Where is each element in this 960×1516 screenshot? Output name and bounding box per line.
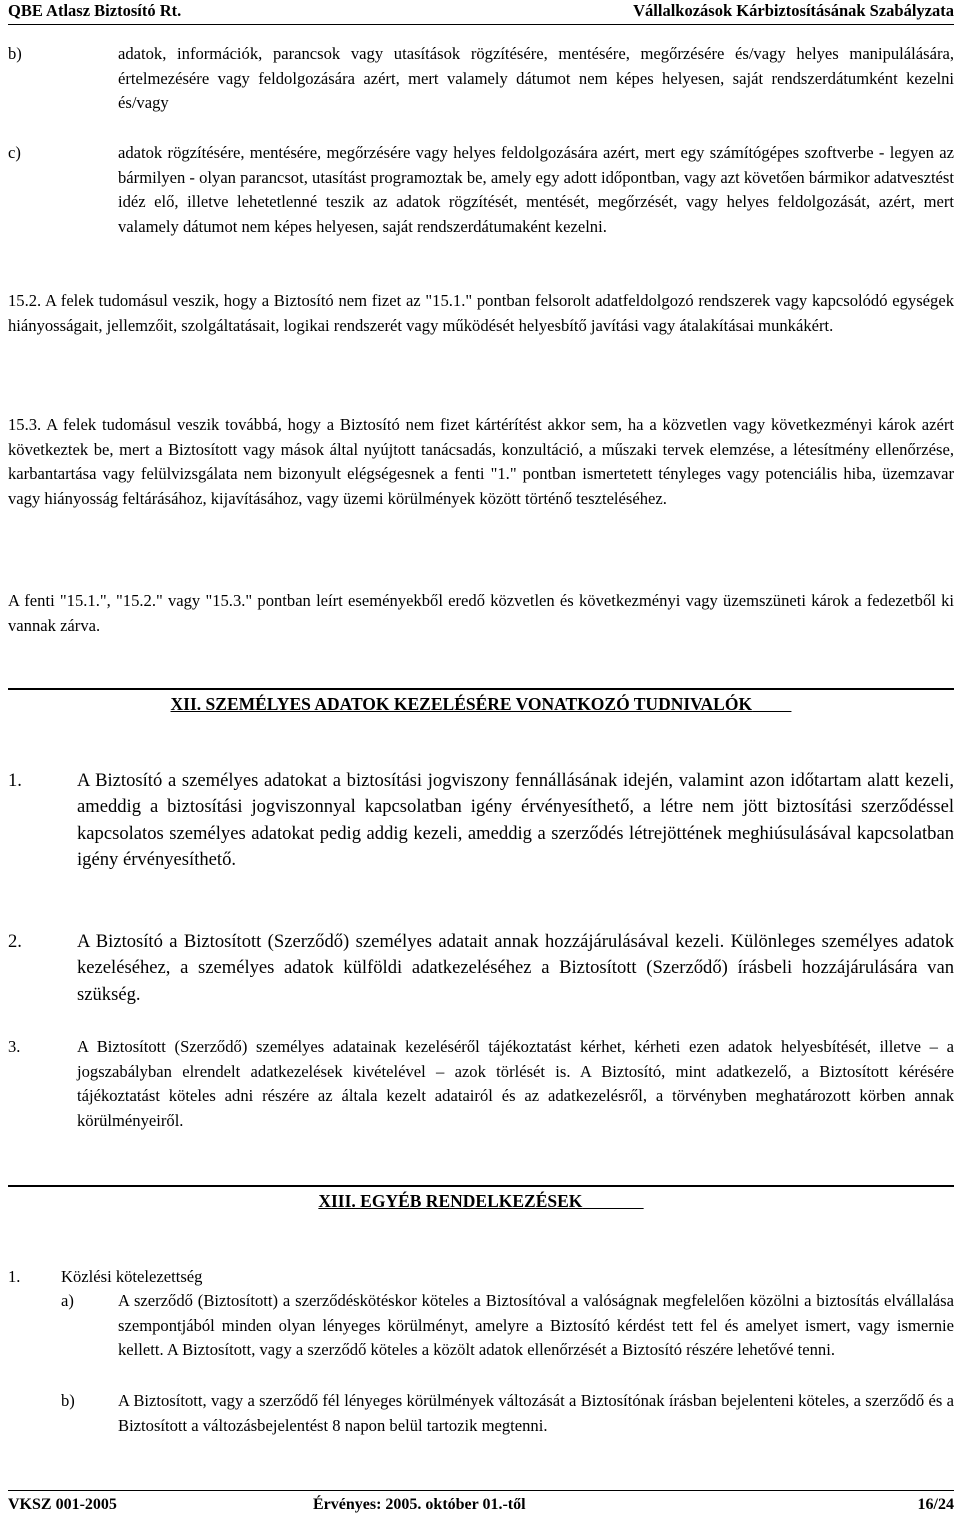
section-xiii-title-underline <box>582 1191 643 1211</box>
xiii-sub-a-text: A szerződő (Biztosított) a szerződéskötéskor köteles a Biztosítóval a valóságnak megfelelően közölni a biztosítás elvállalása szempontjából minden olyan lényeges körülményt, amelyre a Biztosító kérdést tett fel és amelyet ismert, vagy ismernie kellett. A Biztosított, vagy a szerződő köteles a közölt adatok ellenőrzését a Biztosító részére lehetővé tenni. <box>118 1291 954 1360</box>
xiii-item-1-title: Közlési kötelezettség <box>61 1267 203 1286</box>
paragraph-15-3: 15.3. A felek tudomásul veszik továbbá, hogy a Biztosító nem fizet kártérítést akkor sem, ha a közvetlen vagy következményi károk azért következtek be, mert a Biztosított vagy mások által nyújtott tanácsadás, konzultáció, a műszaki tervek elemzése, a létesítmény ellenőrzése, karbantartása vagy felülvizsgálata nem bizonyult elégségesnek a fenti "1." pontban ismertetett tényleges vagy potenciális hiba, üzemzavar vagy hiányosság feltárásához, kijavításához, vagy üzemi körülmények között történő teszteléséhez. <box>8 415 954 508</box>
xii-item-3-number: 3. <box>8 1037 21 1056</box>
item-b-text: adatok, információk, parancsok vagy utasítások rögzítésére, mentésére, megőrzésére és/vagy helyes manipulálására, értelmezésére vagy feldolgozására azért, mert valamely dátumot nem képes helyesen, saját rendszerdátumként kezelni és/vagy <box>118 44 954 113</box>
section-xiii-title <box>8 1189 954 1213</box>
section-xii-title-underline <box>752 694 791 714</box>
xii-item-1-text: A Biztosító a személyes adatokat a biztosítási jogviszony fennállásának idején, valamint azon időtartam alatt kezeli, ameddig a biztosítási jogviszonnyal kapcsolatban igény érvényesíthető, a létre nem jött biztosítási szerződéssel kapcsolatos személyes adatokat pedig addig kezeli, ameddig a szerződés létrejöttének meghiúsulásával kapcsolatban igény érvényesíthető. <box>77 770 954 871</box>
paragraph-15-2: 15.2. A felek tudomásul veszik, hogy a Biztosító nem fizet az "15.1." pontban felsorolt adatfeldolgozó rendszerek vagy kapcsolódó egységek hiányosságait, jellemzőit, szolgáltatásait, logikai rendszerét vagy működését helyesbítő javítási vagy átalakításai munkákért. <box>8 291 954 335</box>
xii-item-2-text: A Biztosító a Biztosított (Szerződő) személyes adatait annak hozzájárulásával kezeli. Különleges személyes adatok kezeléséhez, a személyes adatok külföldi adatkezeléséhez a Biztosított (Szerződő) írásbeli hozzájárulására van szükség. <box>77 931 954 1005</box>
header-rule <box>8 24 954 25</box>
xiii-sub-b-text: A Biztosított, vagy a szerződő fél lényeges körülmények változását a Biztosítónak írásban bejelenteni köteles, a szerződő és a Biztosított a változásbejelentést 8 napon belül tartozik megtenni. <box>118 1391 954 1435</box>
item-c-text: adatok rögzítésére, mentésére, megőrzésére vagy helyes feldolgozására azért, mert egy számítógépes szoftverbe - legyen az bármilyen - olyan parancsot, utasítást programoztak be, amely egy adott időpontban, vagy azt követően bármikor adatvesztést idéz elő, illetve lehetetlenné teszik az adatok rögzítését, mentését, megőrzését, vagy helyes feldolgozását, azért, mert valamely dátumot nem képes helyesen, saját rendszerdátumaként kezelni. <box>118 143 954 236</box>
section-xiii-rule <box>8 1185 954 1187</box>
footer-page-number: 16/24 <box>917 1496 954 1513</box>
section-xii-rule <box>8 688 954 690</box>
section-xii-title-text: XII. SZEMÉLYES ADATOK KEZELÉSÉRE VONATKOZÓ TUDNIVALÓK <box>170 694 753 714</box>
xiii-sub-a-label: a) <box>61 1291 74 1310</box>
section-xiii-title-text: XIII. EGYÉB RENDELKEZÉSEK <box>318 1191 583 1211</box>
item-b-label: b) <box>8 44 22 63</box>
footer-validity-date: Érvényes: 2005. október 01.-től <box>313 1496 526 1513</box>
section-xii-title <box>8 692 954 716</box>
footer-rule <box>8 1490 954 1491</box>
xii-item-2-number: 2. <box>8 931 22 952</box>
page-header <box>8 0 954 25</box>
xii-item-1-number: 1. <box>8 770 22 791</box>
xiii-item-1-number: 1. <box>8 1267 21 1286</box>
item-c-label: c) <box>8 143 21 162</box>
document-page <box>8 0 954 1516</box>
xii-item-3-text: A Biztosított (Szerződő) személyes adatainak kezeléséről tájékoztatást kérhet, kérheti ezen adatok helyesbítését, illetve – a jogszabályban elrendelt adatkezelések kivételével – azok törlését is. A Biztosító, mint adatkezelő, a Biztosított kérésére tájékoztatást köteles adni részére az általa kezelt adatairól és az adatkezelésről, a törvényben meghatározott körben annak körülményeiről. <box>77 1037 954 1130</box>
footer-document-code: VKSZ 001-2005 <box>8 1496 117 1513</box>
header-document-title: Vállalkozások Kárbiztosításának Szabályzata <box>633 1 954 20</box>
xiii-sub-b-label: b) <box>61 1391 75 1410</box>
header-company: QBE Atlasz Biztosító Rt. <box>8 1 182 20</box>
paragraph-exclusion: A fenti "15.1.", "15.2." vagy "15.3." pontban leírt eseményekből eredő közvetlen és következményi vagy üzemszüneti károk a fedezetből ki vannak zárva. <box>8 591 954 635</box>
